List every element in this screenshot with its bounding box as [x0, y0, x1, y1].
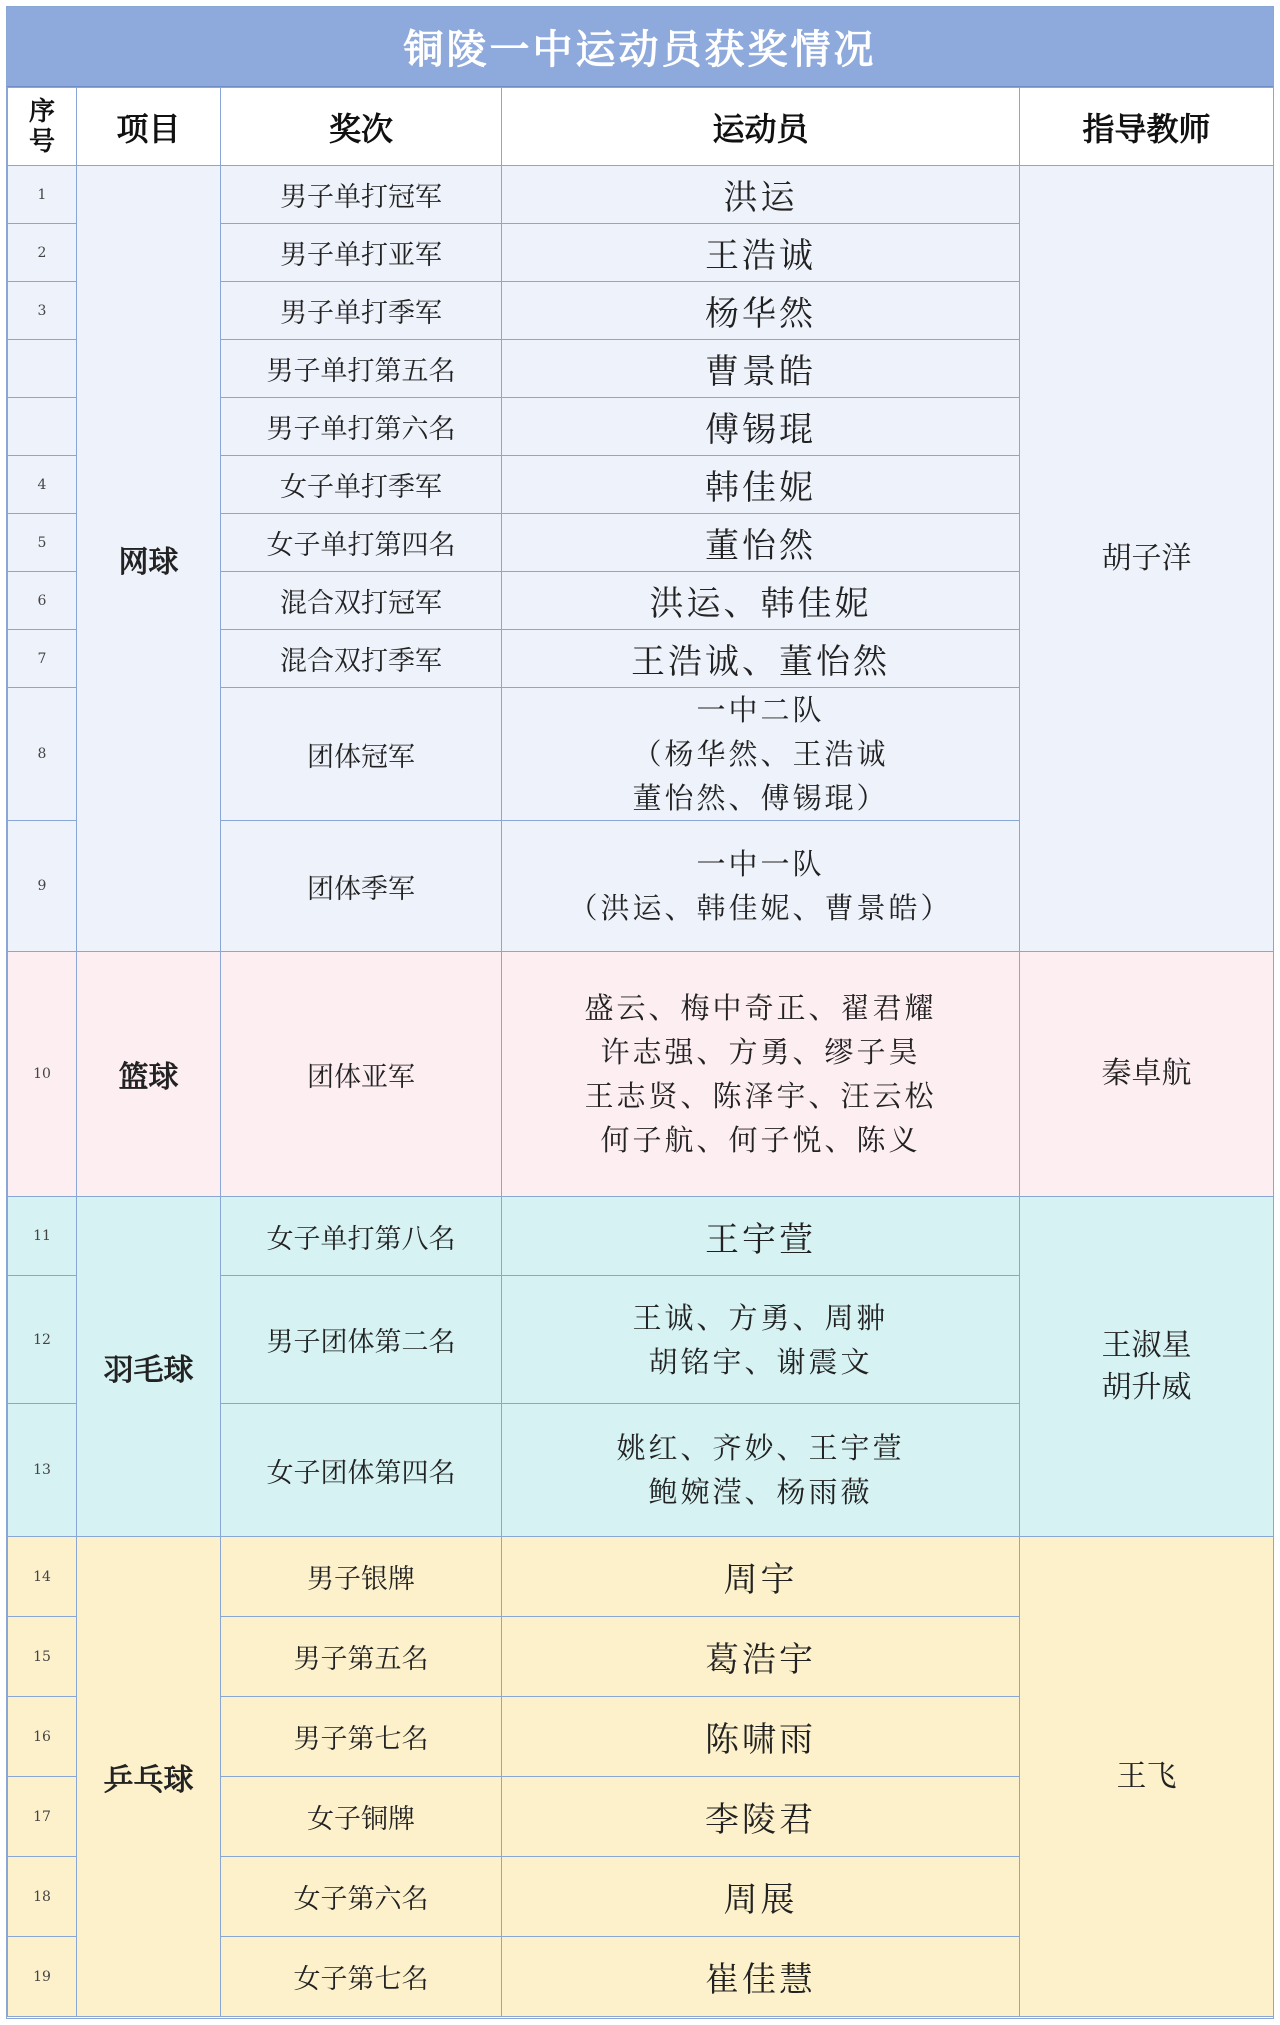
row-seq: 4 [8, 456, 77, 514]
coach-line: 王淑星 [1101, 1327, 1192, 1363]
athlete-line: 王浩诚 [705, 236, 816, 276]
row-seq: 12 [8, 1276, 77, 1404]
coach-line: 王飞 [1116, 1758, 1177, 1794]
award-cell: 男子单打亚军 [221, 224, 502, 282]
award-cell: 男子团体第二名 [221, 1276, 502, 1404]
header-coach: 指导教师 [1020, 88, 1274, 166]
row-seq: 19 [8, 1937, 77, 2017]
award-cell: 男子第七名 [221, 1697, 502, 1777]
award-table [7, 87, 1274, 2017]
award-cell: 男子单打冠军 [221, 166, 502, 224]
row-seq: 5 [8, 514, 77, 572]
athlete-cell [502, 1937, 1020, 2017]
sport-cell: 篮球 [77, 952, 221, 1197]
award-cell: 男子第五名 [221, 1617, 502, 1697]
athlete-line: 许志强、方勇、缪子昊 [600, 1035, 921, 1069]
row-seq: 3 [8, 282, 77, 340]
athlete-line: 董怡然 [705, 526, 816, 566]
athlete-line: （杨华然、王浩诚 [632, 737, 889, 771]
athlete-cell [502, 688, 1020, 821]
athlete-cell [502, 952, 1020, 1197]
athlete-line: 杨华然 [705, 294, 816, 334]
sport-cell: 乒乓球 [77, 1537, 221, 2017]
header-athlete: 运动员 [502, 88, 1020, 166]
athlete-cell [502, 166, 1020, 224]
row-seq: 14 [8, 1537, 77, 1617]
coach-cell [1020, 166, 1274, 952]
sport-cell: 网球 [77, 166, 221, 952]
athlete-line: 王宇萱 [705, 1219, 816, 1260]
athlete-line: 一中二队 [696, 693, 825, 727]
athlete-line: 李陵君 [705, 1800, 816, 1840]
page-title: 铜陵一中运动员获奖情况 [7, 7, 1273, 87]
athlete-cell [502, 1276, 1020, 1404]
award-cell: 女子单打第四名 [221, 514, 502, 572]
header-sport: 项目 [77, 88, 221, 166]
athlete-line: 曹景皓 [705, 352, 816, 392]
athlete-line: 鲍婉滢、杨雨薇 [648, 1475, 873, 1509]
athlete-line: 葛浩宇 [705, 1640, 816, 1680]
award-cell: 混合双打冠军 [221, 572, 502, 630]
row-seq: 9 [8, 821, 77, 952]
award-cell: 男子单打第六名 [221, 398, 502, 456]
award-cell: 男子银牌 [221, 1537, 502, 1617]
table-row [8, 952, 1274, 1197]
coach-line: 胡子洋 [1101, 540, 1192, 576]
award-cell: 女子团体第四名 [221, 1404, 502, 1537]
athlete-cell [502, 1537, 1020, 1617]
award-cell: 男子单打季军 [221, 282, 502, 340]
athlete-line: 洪运、韩佳妮 [649, 584, 872, 624]
award-cell: 女子单打第八名 [221, 1197, 502, 1276]
table-row [8, 166, 1274, 224]
award-table-frame [6, 6, 1274, 2019]
row-seq: 7 [8, 630, 77, 688]
athlete-line: 一中一队 [696, 847, 825, 881]
athlete-line: 崔佳慧 [705, 1960, 816, 2000]
award-cell: 混合双打季军 [221, 630, 502, 688]
award-cell: 女子第六名 [221, 1857, 502, 1937]
athlete-line: 傅锡琨 [705, 410, 816, 450]
row-seq: 6 [8, 572, 77, 630]
athlete-line: 周展 [723, 1880, 798, 1920]
row-seq: 15 [8, 1617, 77, 1697]
coach-line: 秦卓航 [1101, 1056, 1192, 1091]
award-cell: 女子单打季军 [221, 456, 502, 514]
athlete-line: 王浩诚、董怡然 [631, 642, 890, 682]
athlete-cell [502, 630, 1020, 688]
award-cell: 团体亚军 [221, 952, 502, 1197]
coach-line: 胡升威 [1101, 1369, 1192, 1405]
athlete-cell [502, 1777, 1020, 1857]
athlete-cell [502, 224, 1020, 282]
athlete-line: 王志贤、陈泽宇、汪云松 [584, 1079, 937, 1113]
table-row [8, 1537, 1274, 1617]
row-seq: 17 [8, 1777, 77, 1857]
athlete-line: 韩佳妮 [705, 468, 816, 508]
header-seq: 序号 [8, 88, 77, 166]
athlete-cell [502, 1197, 1020, 1276]
athlete-cell [502, 282, 1020, 340]
athlete-line: 董怡然、傅锡琨） [632, 781, 889, 815]
table-row [8, 1197, 1274, 1276]
award-cell: 男子单打第五名 [221, 340, 502, 398]
row-seq [8, 398, 77, 456]
coach-cell [1020, 1537, 1274, 2017]
row-seq: 1 [8, 166, 77, 224]
row-seq: 13 [8, 1404, 77, 1537]
row-seq [8, 340, 77, 398]
athlete-line: 姚红、齐妙、王宇萱 [616, 1431, 905, 1465]
award-cell: 女子第七名 [221, 1937, 502, 2017]
row-seq: 10 [8, 952, 77, 1197]
athlete-line: 胡铭宇、谢震文 [648, 1344, 873, 1379]
award-cell: 团体冠军 [221, 688, 502, 821]
row-seq: 16 [8, 1697, 77, 1777]
athlete-cell [502, 1857, 1020, 1937]
row-seq: 2 [8, 224, 77, 282]
award-cell: 团体季军 [221, 821, 502, 952]
athlete-line: 盛云、梅中奇正、翟君耀 [584, 991, 937, 1025]
row-seq: 18 [8, 1857, 77, 1937]
award-cell: 女子铜牌 [221, 1777, 502, 1857]
coach-cell [1020, 952, 1274, 1197]
coach-cell [1020, 1197, 1274, 1537]
athlete-cell [502, 398, 1020, 456]
athlete-cell [502, 1697, 1020, 1777]
sport-cell: 羽毛球 [77, 1197, 221, 1537]
athlete-cell [502, 572, 1020, 630]
athlete-cell [502, 456, 1020, 514]
athlete-line: 洪运 [723, 178, 798, 218]
row-seq: 11 [8, 1197, 77, 1276]
athlete-line: 周宇 [723, 1560, 798, 1600]
table-header-row [8, 88, 1274, 166]
athlete-line: 何子航、何子悦、陈义 [600, 1123, 921, 1157]
athlete-line: 王诚、方勇、周翀 [632, 1300, 889, 1335]
athlete-cell [502, 821, 1020, 952]
athlete-line: 陈啸雨 [705, 1720, 816, 1760]
athlete-cell [502, 514, 1020, 572]
athlete-cell [502, 340, 1020, 398]
athlete-line: （洪运、韩佳妮、曹景皓） [568, 891, 953, 925]
athlete-cell [502, 1404, 1020, 1537]
athlete-cell [502, 1617, 1020, 1697]
row-seq: 8 [8, 688, 77, 821]
header-award: 奖次 [221, 88, 502, 166]
